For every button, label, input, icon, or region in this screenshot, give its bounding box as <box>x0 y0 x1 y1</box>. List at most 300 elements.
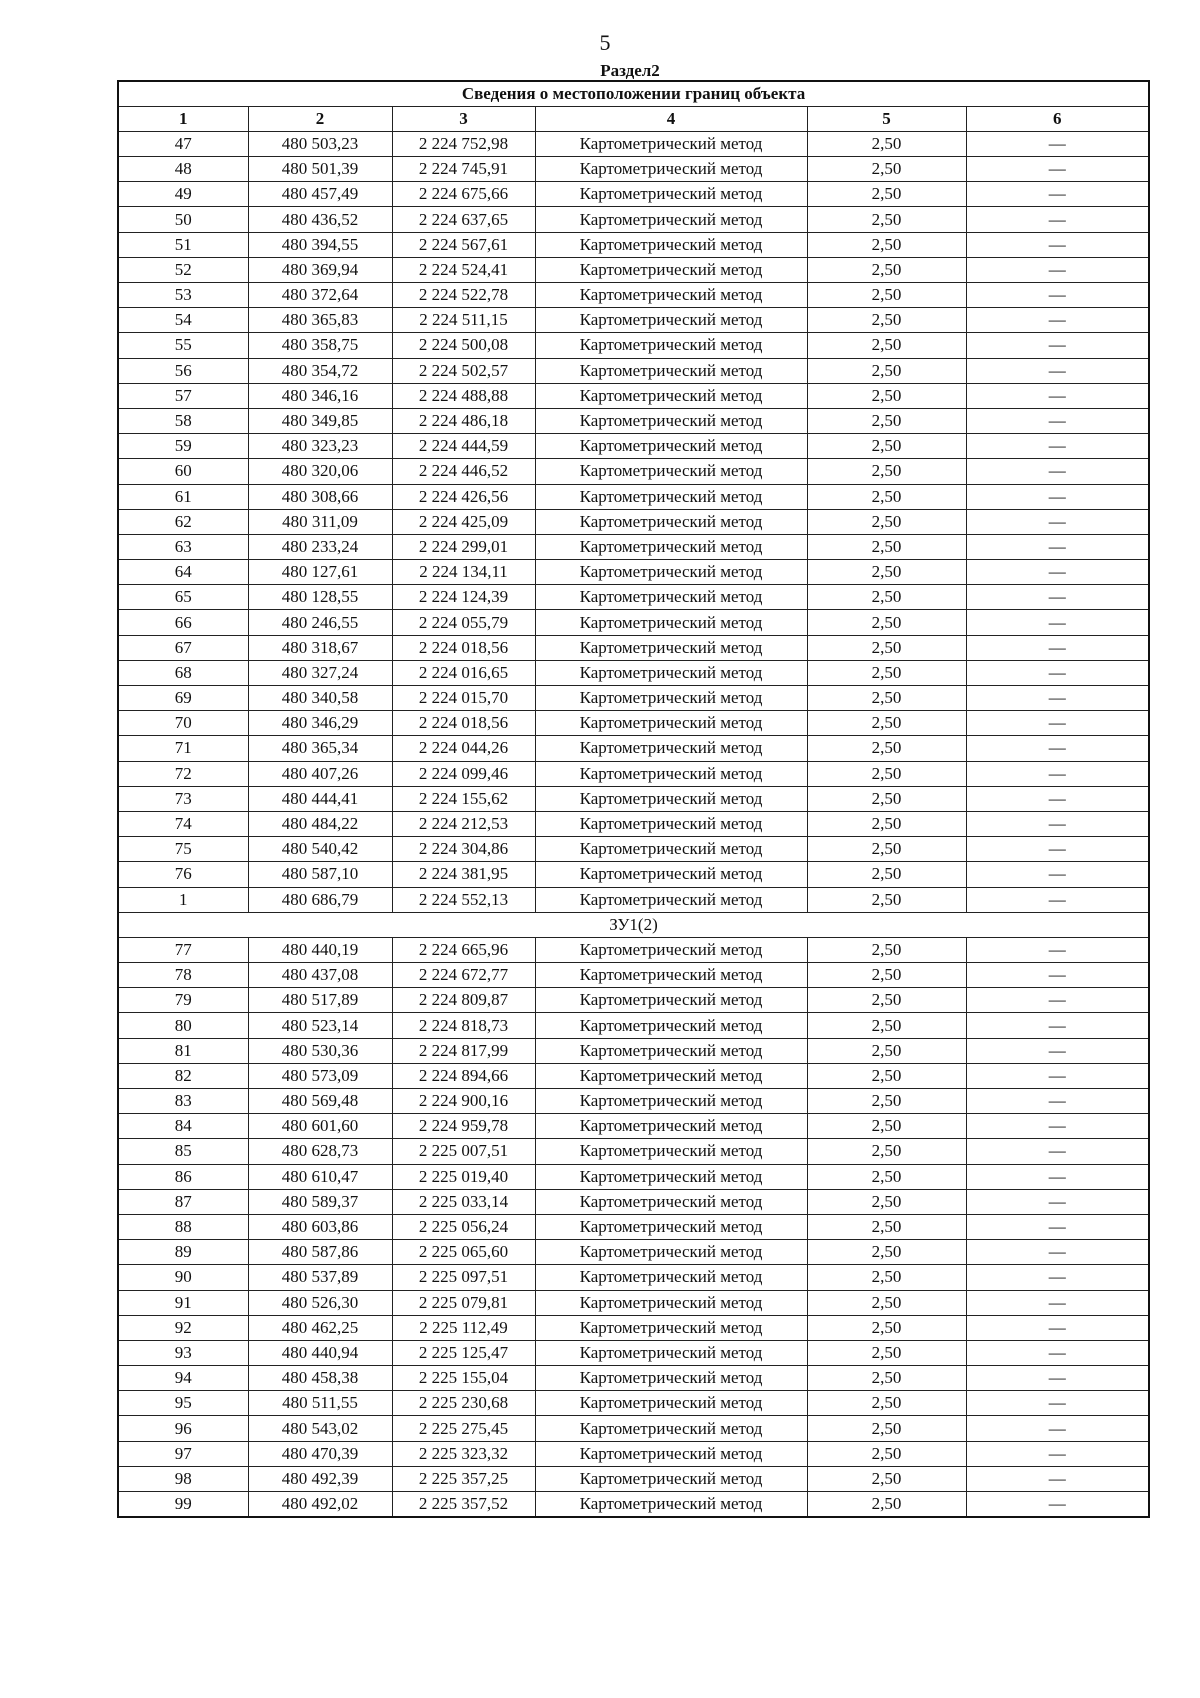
note: — <box>966 509 1149 534</box>
point-number: 52 <box>118 257 248 282</box>
note: — <box>966 534 1149 559</box>
accuracy: 2,50 <box>807 963 966 988</box>
point-number: 58 <box>118 408 248 433</box>
accuracy: 2,50 <box>807 207 966 232</box>
coordinate-y: 2 224 511,15 <box>392 308 535 333</box>
coordinate-y: 2 224 488,88 <box>392 383 535 408</box>
note: — <box>966 585 1149 610</box>
column-header-row <box>118 106 1149 131</box>
table-row <box>118 1139 1149 1164</box>
column-header: 1 <box>118 106 248 131</box>
coordinate-x: 480 372,64 <box>248 283 392 308</box>
note: — <box>966 937 1149 962</box>
table-row <box>118 1013 1149 1038</box>
point-number: 78 <box>118 963 248 988</box>
note: — <box>966 786 1149 811</box>
point-number: 47 <box>118 131 248 156</box>
method: Картометрический метод <box>535 887 807 912</box>
method: Картометрический метод <box>535 182 807 207</box>
method: Картометрический метод <box>535 308 807 333</box>
note: — <box>966 358 1149 383</box>
column-header: 6 <box>966 106 1149 131</box>
coordinate-x: 480 128,55 <box>248 585 392 610</box>
accuracy: 2,50 <box>807 1189 966 1214</box>
note: — <box>966 963 1149 988</box>
table-row <box>118 1063 1149 1088</box>
coordinate-x: 480 543,02 <box>248 1416 392 1441</box>
point-number: 67 <box>118 635 248 660</box>
table-row <box>118 383 1149 408</box>
point-number: 75 <box>118 837 248 862</box>
table-row <box>118 786 1149 811</box>
coordinate-x: 480 308,66 <box>248 484 392 509</box>
method: Картометрический метод <box>535 988 807 1013</box>
point-number: 74 <box>118 811 248 836</box>
coordinate-y: 2 224 124,39 <box>392 585 535 610</box>
method: Картометрический метод <box>535 1214 807 1239</box>
point-number: 98 <box>118 1466 248 1491</box>
table-row <box>118 711 1149 736</box>
note: — <box>966 383 1149 408</box>
note: — <box>966 157 1149 182</box>
table-row <box>118 1114 1149 1139</box>
note: — <box>966 560 1149 585</box>
point-number: 90 <box>118 1265 248 1290</box>
accuracy: 2,50 <box>807 937 966 962</box>
table-row <box>118 1214 1149 1239</box>
note: — <box>966 232 1149 257</box>
point-number: 73 <box>118 786 248 811</box>
coordinate-x: 480 540,42 <box>248 837 392 862</box>
point-number: 54 <box>118 308 248 333</box>
column-header: 4 <box>535 106 807 131</box>
method: Картометрический метод <box>535 1290 807 1315</box>
note: — <box>966 1164 1149 1189</box>
table-row <box>118 1265 1149 1290</box>
coordinate-y: 2 224 552,13 <box>392 887 535 912</box>
coordinate-y: 2 225 007,51 <box>392 1139 535 1164</box>
accuracy: 2,50 <box>807 383 966 408</box>
note: — <box>966 459 1149 484</box>
point-number: 87 <box>118 1189 248 1214</box>
table-row <box>118 1441 1149 1466</box>
coordinate-x: 480 346,16 <box>248 383 392 408</box>
note: — <box>966 283 1149 308</box>
note: — <box>966 711 1149 736</box>
method: Картометрический метод <box>535 937 807 962</box>
coordinate-y: 2 224 522,78 <box>392 283 535 308</box>
coordinate-y: 2 224 212,53 <box>392 811 535 836</box>
coordinate-y: 2 224 304,86 <box>392 837 535 862</box>
accuracy: 2,50 <box>807 635 966 660</box>
note: — <box>966 333 1149 358</box>
method: Картометрический метод <box>535 484 807 509</box>
accuracy: 2,50 <box>807 560 966 585</box>
note: — <box>966 862 1149 887</box>
table-row <box>118 459 1149 484</box>
coordinate-x: 480 365,83 <box>248 308 392 333</box>
coordinate-x: 480 440,94 <box>248 1340 392 1365</box>
accuracy: 2,50 <box>807 610 966 635</box>
accuracy: 2,50 <box>807 1013 966 1038</box>
note: — <box>966 837 1149 862</box>
accuracy: 2,50 <box>807 887 966 912</box>
point-number: 82 <box>118 1063 248 1088</box>
method: Картометрический метод <box>535 283 807 308</box>
note: — <box>966 408 1149 433</box>
table-row <box>118 131 1149 156</box>
table-row <box>118 1290 1149 1315</box>
group-label: ЗУ1(2) <box>118 912 1149 937</box>
method: Картометрический метод <box>535 333 807 358</box>
point-number: 60 <box>118 459 248 484</box>
accuracy: 2,50 <box>807 232 966 257</box>
method: Картометрический метод <box>535 257 807 282</box>
table-row <box>118 1492 1149 1517</box>
table-body <box>118 131 1149 1516</box>
accuracy: 2,50 <box>807 182 966 207</box>
accuracy: 2,50 <box>807 988 966 1013</box>
method: Картометрический метод <box>535 1164 807 1189</box>
method: Картометрический метод <box>535 660 807 685</box>
point-number: 55 <box>118 333 248 358</box>
table-row <box>118 257 1149 282</box>
point-number: 50 <box>118 207 248 232</box>
coordinate-y: 2 225 323,32 <box>392 1441 535 1466</box>
coordinate-x: 480 323,23 <box>248 434 392 459</box>
coordinate-y: 2 225 275,45 <box>392 1416 535 1441</box>
note: — <box>966 1013 1149 1038</box>
method: Картометрический метод <box>535 1265 807 1290</box>
coordinate-x: 480 628,73 <box>248 1139 392 1164</box>
coordinate-y: 2 225 079,81 <box>392 1290 535 1315</box>
table-row <box>118 862 1149 887</box>
method: Картометрический метод <box>535 1391 807 1416</box>
accuracy: 2,50 <box>807 408 966 433</box>
table-row <box>118 761 1149 786</box>
coordinate-x: 480 340,58 <box>248 686 392 711</box>
method: Картометрический метод <box>535 1441 807 1466</box>
note: — <box>966 1441 1149 1466</box>
coordinate-y: 2 224 500,08 <box>392 333 535 358</box>
coordinate-x: 480 246,55 <box>248 610 392 635</box>
table-caption: Сведения о местоположении границ объекта <box>118 81 1149 106</box>
coordinate-y: 2 224 665,96 <box>392 937 535 962</box>
coordinate-y: 2 225 112,49 <box>392 1315 535 1340</box>
table-row <box>118 585 1149 610</box>
table-row <box>118 358 1149 383</box>
point-number: 71 <box>118 736 248 761</box>
method: Картометрический метод <box>535 610 807 635</box>
accuracy: 2,50 <box>807 1366 966 1391</box>
coordinate-y: 2 224 099,46 <box>392 761 535 786</box>
table-row <box>118 635 1149 660</box>
table-row <box>118 207 1149 232</box>
accuracy: 2,50 <box>807 534 966 559</box>
method: Картометрический метод <box>535 635 807 660</box>
accuracy: 2,50 <box>807 1164 966 1189</box>
accuracy: 2,50 <box>807 1139 966 1164</box>
coordinate-x: 480 358,75 <box>248 333 392 358</box>
group-label-row <box>118 912 1149 937</box>
accuracy: 2,50 <box>807 786 966 811</box>
note: — <box>966 660 1149 685</box>
point-number: 61 <box>118 484 248 509</box>
method: Картометрический метод <box>535 131 807 156</box>
point-number: 86 <box>118 1164 248 1189</box>
point-number: 91 <box>118 1290 248 1315</box>
coordinate-x: 480 503,23 <box>248 131 392 156</box>
coordinate-x: 480 686,79 <box>248 887 392 912</box>
coordinate-x: 480 440,19 <box>248 937 392 962</box>
coordinate-x: 480 501,39 <box>248 157 392 182</box>
coordinate-x: 480 573,09 <box>248 1063 392 1088</box>
coordinate-x: 480 526,30 <box>248 1290 392 1315</box>
note: — <box>966 1366 1149 1391</box>
accuracy: 2,50 <box>807 1441 966 1466</box>
point-number: 77 <box>118 937 248 962</box>
method: Картометрический метод <box>535 358 807 383</box>
method: Картометрический метод <box>535 686 807 711</box>
point-number: 65 <box>118 585 248 610</box>
note: — <box>966 182 1149 207</box>
note: — <box>966 1240 1149 1265</box>
note: — <box>966 1265 1149 1290</box>
coordinate-x: 480 569,48 <box>248 1089 392 1114</box>
coordinate-y: 2 224 752,98 <box>392 131 535 156</box>
table-row <box>118 509 1149 534</box>
page-number: 5 <box>599 30 611 55</box>
coordinate-x: 480 587,86 <box>248 1240 392 1265</box>
point-number: 99 <box>118 1492 248 1517</box>
coordinate-y: 2 224 425,09 <box>392 509 535 534</box>
note: — <box>966 1038 1149 1063</box>
point-number: 57 <box>118 383 248 408</box>
coordinate-x: 480 603,86 <box>248 1214 392 1239</box>
table-row <box>118 1366 1149 1391</box>
coordinate-x: 480 127,61 <box>248 560 392 585</box>
note: — <box>966 686 1149 711</box>
method: Картометрический метод <box>535 963 807 988</box>
method: Картометрический метод <box>535 811 807 836</box>
note: — <box>966 736 1149 761</box>
method: Картометрический метод <box>535 408 807 433</box>
coordinate-y: 2 224 134,11 <box>392 560 535 585</box>
table-row <box>118 560 1149 585</box>
point-number: 69 <box>118 686 248 711</box>
method: Картометрический метод <box>535 1114 807 1139</box>
point-number: 51 <box>118 232 248 257</box>
note: — <box>966 434 1149 459</box>
coordinate-y: 2 224 745,91 <box>392 157 535 182</box>
note: — <box>966 1089 1149 1114</box>
coordinate-x: 480 457,49 <box>248 182 392 207</box>
accuracy: 2,50 <box>807 358 966 383</box>
point-number: 1 <box>118 887 248 912</box>
point-number: 92 <box>118 1315 248 1340</box>
note: — <box>966 308 1149 333</box>
coordinate-y: 2 225 056,24 <box>392 1214 535 1239</box>
point-number: 56 <box>118 358 248 383</box>
coordinate-y: 2 224 817,99 <box>392 1038 535 1063</box>
note: — <box>966 635 1149 660</box>
coordinate-x: 480 311,09 <box>248 509 392 534</box>
coordinate-y: 2 224 018,56 <box>392 711 535 736</box>
point-number: 96 <box>118 1416 248 1441</box>
point-number: 62 <box>118 509 248 534</box>
note: — <box>966 207 1149 232</box>
coordinate-y: 2 225 155,04 <box>392 1366 535 1391</box>
coordinate-y: 2 224 155,62 <box>392 786 535 811</box>
point-number: 63 <box>118 534 248 559</box>
method: Картометрический метод <box>535 434 807 459</box>
coordinate-x: 480 492,02 <box>248 1492 392 1517</box>
accuracy: 2,50 <box>807 736 966 761</box>
point-number: 49 <box>118 182 248 207</box>
point-number: 76 <box>118 862 248 887</box>
point-number: 48 <box>118 157 248 182</box>
table-row <box>118 1416 1149 1441</box>
coordinate-x: 480 523,14 <box>248 1013 392 1038</box>
method: Картометрический метод <box>535 1340 807 1365</box>
note: — <box>966 484 1149 509</box>
coordinate-x: 480 327,24 <box>248 660 392 685</box>
accuracy: 2,50 <box>807 761 966 786</box>
coordinate-y: 2 224 894,66 <box>392 1063 535 1088</box>
note: — <box>966 1063 1149 1088</box>
accuracy: 2,50 <box>807 1063 966 1088</box>
method: Картометрический метод <box>535 786 807 811</box>
table-row <box>118 283 1149 308</box>
accuracy: 2,50 <box>807 484 966 509</box>
coordinate-x: 480 484,22 <box>248 811 392 836</box>
accuracy: 2,50 <box>807 686 966 711</box>
coordinate-y: 2 225 357,25 <box>392 1466 535 1491</box>
note: — <box>966 610 1149 635</box>
table-row <box>118 963 1149 988</box>
coordinate-x: 480 492,39 <box>248 1466 392 1491</box>
accuracy: 2,50 <box>807 131 966 156</box>
accuracy: 2,50 <box>807 1240 966 1265</box>
coordinate-x: 480 470,39 <box>248 1441 392 1466</box>
accuracy: 2,50 <box>807 283 966 308</box>
coordinate-y: 2 224 381,95 <box>392 862 535 887</box>
method: Картометрический метод <box>535 1416 807 1441</box>
point-number: 88 <box>118 1214 248 1239</box>
accuracy: 2,50 <box>807 1089 966 1114</box>
section-title: Раздел2 <box>600 61 660 80</box>
coordinate-y: 2 224 055,79 <box>392 610 535 635</box>
table-row <box>118 333 1149 358</box>
coordinate-x: 480 320,06 <box>248 459 392 484</box>
accuracy: 2,50 <box>807 1340 966 1365</box>
coordinate-y: 2 224 426,56 <box>392 484 535 509</box>
coordinate-x: 480 346,29 <box>248 711 392 736</box>
coordinate-y: 2 224 900,16 <box>392 1089 535 1114</box>
table-row <box>118 1466 1149 1491</box>
point-number: 95 <box>118 1391 248 1416</box>
method: Картометрический метод <box>535 1466 807 1491</box>
method: Картометрический метод <box>535 1240 807 1265</box>
method: Картометрический метод <box>535 1366 807 1391</box>
note: — <box>966 1189 1149 1214</box>
method: Картометрический метод <box>535 1492 807 1517</box>
point-number: 93 <box>118 1340 248 1365</box>
table-row <box>118 534 1149 559</box>
column-header: 5 <box>807 106 966 131</box>
accuracy: 2,50 <box>807 1466 966 1491</box>
accuracy: 2,50 <box>807 660 966 685</box>
coordinate-y: 2 224 018,56 <box>392 635 535 660</box>
table-row <box>118 736 1149 761</box>
accuracy: 2,50 <box>807 1391 966 1416</box>
accuracy: 2,50 <box>807 509 966 534</box>
coordinate-x: 480 517,89 <box>248 988 392 1013</box>
table-row <box>118 837 1149 862</box>
method: Картометрический метод <box>535 534 807 559</box>
coordinate-y: 2 224 446,52 <box>392 459 535 484</box>
point-number: 83 <box>118 1089 248 1114</box>
method: Картометрический метод <box>535 585 807 610</box>
point-number: 68 <box>118 660 248 685</box>
coordinate-y: 2 224 637,65 <box>392 207 535 232</box>
method: Картометрический метод <box>535 232 807 257</box>
table-row <box>118 988 1149 1013</box>
accuracy: 2,50 <box>807 1114 966 1139</box>
table-row <box>118 308 1149 333</box>
point-number: 94 <box>118 1366 248 1391</box>
accuracy: 2,50 <box>807 257 966 282</box>
accuracy: 2,50 <box>807 157 966 182</box>
note: — <box>966 1290 1149 1315</box>
coordinate-y: 2 225 357,52 <box>392 1492 535 1517</box>
coordinate-x: 480 444,41 <box>248 786 392 811</box>
accuracy: 2,50 <box>807 1416 966 1441</box>
table-row <box>118 1189 1149 1214</box>
coordinate-x: 480 369,94 <box>248 257 392 282</box>
accuracy: 2,50 <box>807 711 966 736</box>
accuracy: 2,50 <box>807 333 966 358</box>
accuracy: 2,50 <box>807 1038 966 1063</box>
coordinate-y: 2 224 809,87 <box>392 988 535 1013</box>
accuracy: 2,50 <box>807 308 966 333</box>
accuracy: 2,50 <box>807 837 966 862</box>
note: — <box>966 1466 1149 1491</box>
coordinate-y: 2 224 502,57 <box>392 358 535 383</box>
method: Картометрический метод <box>535 157 807 182</box>
coordinate-x: 480 436,52 <box>248 207 392 232</box>
table-row <box>118 232 1149 257</box>
coordinate-x: 480 354,72 <box>248 358 392 383</box>
column-header: 3 <box>392 106 535 131</box>
point-number: 70 <box>118 711 248 736</box>
table-row <box>118 1164 1149 1189</box>
note: — <box>966 761 1149 786</box>
accuracy: 2,50 <box>807 811 966 836</box>
accuracy: 2,50 <box>807 1492 966 1517</box>
coordinate-x: 480 318,67 <box>248 635 392 660</box>
method: Картометрический метод <box>535 459 807 484</box>
table-caption-row <box>118 81 1149 106</box>
point-number: 59 <box>118 434 248 459</box>
note: — <box>966 1416 1149 1441</box>
method: Картометрический метод <box>535 1013 807 1038</box>
method: Картометрический метод <box>535 383 807 408</box>
table-row <box>118 686 1149 711</box>
method: Картометрический метод <box>535 1189 807 1214</box>
coordinate-y: 2 224 015,70 <box>392 686 535 711</box>
point-number: 80 <box>118 1013 248 1038</box>
